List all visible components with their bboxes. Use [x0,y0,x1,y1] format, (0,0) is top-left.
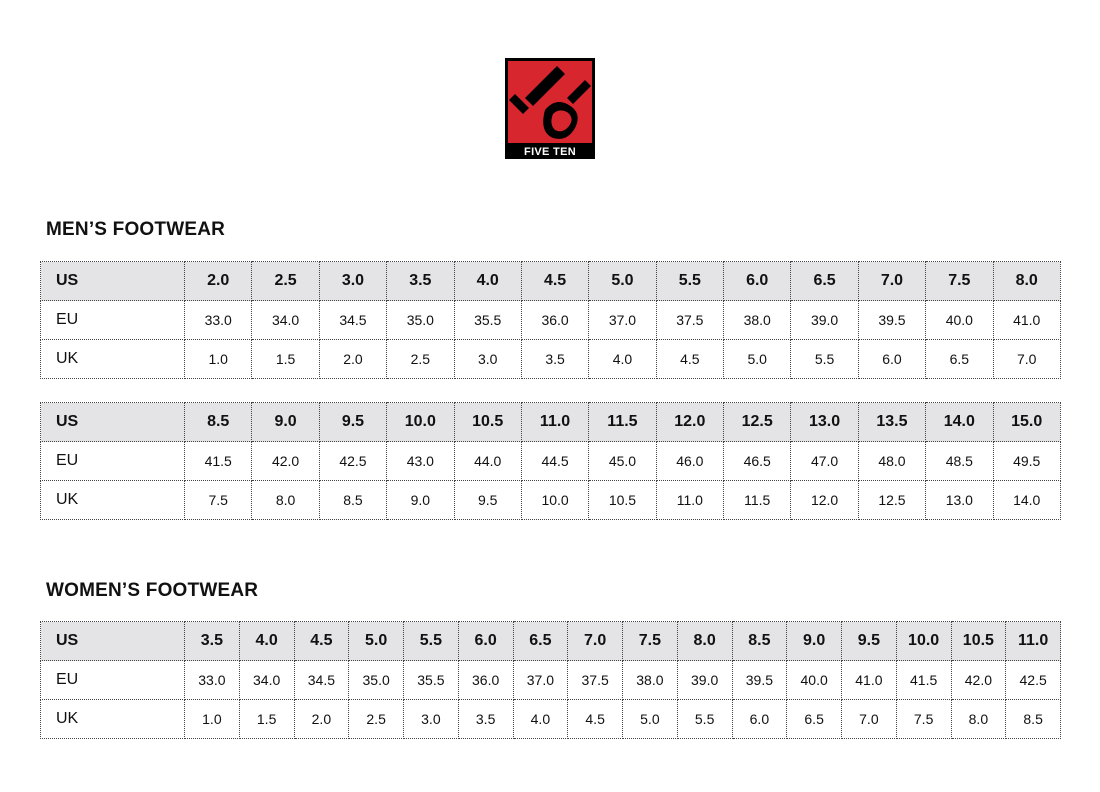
eu-size-cell: 40.0 [926,301,993,340]
logo-icon [505,58,595,159]
eu-size-cell: 35.0 [387,301,454,340]
us-size-cell: 8.5 [732,622,787,661]
us-size-cell: 5.0 [349,622,404,661]
eu-size-cell: 46.0 [656,442,723,481]
us-size-cell: 12.0 [656,403,723,442]
eu-row [41,661,1061,700]
eu-size-cell: 42.5 [1006,661,1061,700]
uk-size-cell: 6.0 [858,340,925,379]
uk-size-cell: 4.0 [589,340,656,379]
uk-size-cell: 8.5 [319,481,386,520]
us-size-cell: 11.0 [521,403,588,442]
uk-size-cell: 4.5 [568,700,623,739]
us-size-cell: 4.0 [239,622,294,661]
eu-row-label: EU [41,661,185,700]
uk-size-cell: 4.5 [656,340,723,379]
eu-row-label: EU [41,301,185,340]
uk-size-cell: 1.0 [185,340,252,379]
uk-size-cell: 2.0 [294,700,349,739]
five-ten-logo [505,58,595,159]
us-size-cell: 11.5 [589,403,656,442]
eu-size-cell: 39.5 [732,661,787,700]
uk-size-cell: 5.0 [623,700,678,739]
us-size-cell: 4.5 [521,262,588,301]
eu-size-cell: 41.5 [185,442,252,481]
uk-size-cell: 6.5 [787,700,842,739]
us-row [41,403,1061,442]
us-size-cell: 5.5 [656,262,723,301]
us-size-cell: 6.5 [513,622,568,661]
eu-size-cell: 38.0 [623,661,678,700]
uk-size-cell: 5.5 [791,340,858,379]
us-row-label: US [41,403,185,442]
us-size-cell: 7.5 [623,622,678,661]
us-row-label: US [41,262,185,301]
uk-size-cell: 10.0 [521,481,588,520]
us-size-cell: 5.0 [589,262,656,301]
eu-size-cell: 37.5 [568,661,623,700]
uk-size-cell: 6.5 [926,340,993,379]
us-size-cell: 4.5 [294,622,349,661]
us-size-cell: 7.5 [926,262,993,301]
eu-size-cell: 39.0 [791,301,858,340]
uk-row [41,340,1061,379]
eu-size-cell: 42.0 [252,442,319,481]
uk-size-cell: 11.5 [724,481,791,520]
uk-size-cell: 7.5 [896,700,951,739]
us-size-cell: 5.5 [404,622,459,661]
uk-size-cell: 1.0 [185,700,240,739]
uk-size-cell: 7.0 [842,700,897,739]
eu-size-cell: 35.5 [454,301,521,340]
us-size-cell: 10.5 [454,403,521,442]
us-size-cell: 7.0 [858,262,925,301]
uk-row [41,700,1061,739]
us-size-cell: 13.5 [858,403,925,442]
us-size-cell: 3.5 [387,262,454,301]
us-size-cell: 9.5 [319,403,386,442]
eu-size-cell: 39.5 [858,301,925,340]
womens-footwear-title: WOMEN’S FOOTWEAR [46,580,259,601]
us-size-cell: 12.5 [724,403,791,442]
uk-row [41,481,1061,520]
eu-size-cell: 35.0 [349,661,404,700]
uk-size-cell: 12.0 [791,481,858,520]
uk-size-cell: 8.5 [1006,700,1061,739]
us-size-cell: 6.0 [458,622,513,661]
us-size-cell: 10.5 [951,622,1006,661]
eu-size-cell: 42.5 [319,442,386,481]
uk-size-cell: 5.0 [724,340,791,379]
eu-size-cell: 34.0 [252,301,319,340]
us-size-cell: 10.0 [896,622,951,661]
eu-size-cell: 38.0 [724,301,791,340]
eu-size-cell: 49.5 [993,442,1060,481]
us-size-cell: 4.0 [454,262,521,301]
womens-size-table [40,621,1061,739]
uk-size-cell: 7.0 [993,340,1060,379]
eu-size-cell: 35.5 [404,661,459,700]
eu-row-label: EU [41,442,185,481]
us-size-cell: 10.0 [387,403,454,442]
uk-size-cell: 11.0 [656,481,723,520]
eu-size-cell: 39.0 [677,661,732,700]
eu-size-cell: 41.0 [842,661,897,700]
eu-size-cell: 43.0 [387,442,454,481]
eu-size-cell: 41.5 [896,661,951,700]
uk-size-cell: 5.5 [677,700,732,739]
eu-size-cell: 36.0 [521,301,588,340]
uk-row-label: UK [41,340,185,379]
eu-size-cell: 33.0 [185,661,240,700]
uk-size-cell: 9.0 [387,481,454,520]
mens-size-table-2 [40,402,1061,520]
uk-size-cell: 1.5 [239,700,294,739]
uk-size-cell: 7.5 [185,481,252,520]
us-size-cell: 8.0 [677,622,732,661]
us-size-cell: 6.0 [724,262,791,301]
eu-size-cell: 37.0 [513,661,568,700]
us-size-cell: 3.5 [185,622,240,661]
us-size-cell: 3.0 [319,262,386,301]
us-size-cell: 14.0 [926,403,993,442]
us-size-cell: 2.5 [252,262,319,301]
uk-row-label: UK [41,481,185,520]
eu-size-cell: 33.0 [185,301,252,340]
eu-size-cell: 44.5 [521,442,588,481]
uk-size-cell: 13.0 [926,481,993,520]
eu-size-cell: 34.5 [319,301,386,340]
us-size-cell: 2.0 [185,262,252,301]
us-row-label: US [41,622,185,661]
uk-size-cell: 3.0 [454,340,521,379]
uk-size-cell: 2.0 [319,340,386,379]
uk-size-cell: 8.0 [951,700,1006,739]
mens-size-table-1 [40,261,1061,379]
us-size-cell: 9.5 [842,622,897,661]
us-size-cell: 9.0 [787,622,842,661]
eu-size-cell: 34.5 [294,661,349,700]
us-size-cell: 6.5 [791,262,858,301]
us-size-cell: 15.0 [993,403,1060,442]
eu-row [41,442,1061,481]
uk-size-cell: 3.5 [521,340,588,379]
mens-footwear-title: MEN’S FOOTWEAR [46,219,226,240]
uk-size-cell: 3.0 [404,700,459,739]
eu-size-cell: 47.0 [791,442,858,481]
us-size-cell: 7.0 [568,622,623,661]
uk-size-cell: 2.5 [387,340,454,379]
eu-size-cell: 44.0 [454,442,521,481]
us-size-cell: 11.0 [1006,622,1061,661]
uk-size-cell: 6.0 [732,700,787,739]
uk-size-cell: 2.5 [349,700,404,739]
eu-size-cell: 48.0 [858,442,925,481]
us-row [41,622,1061,661]
uk-size-cell: 12.5 [858,481,925,520]
eu-size-cell: 36.0 [458,661,513,700]
uk-size-cell: 10.5 [589,481,656,520]
uk-size-cell: 14.0 [993,481,1060,520]
eu-size-cell: 40.0 [787,661,842,700]
eu-row [41,301,1061,340]
us-size-cell: 8.0 [993,262,1060,301]
eu-size-cell: 42.0 [951,661,1006,700]
us-size-cell: 13.0 [791,403,858,442]
uk-size-cell: 1.5 [252,340,319,379]
uk-size-cell: 4.0 [513,700,568,739]
eu-size-cell: 46.5 [724,442,791,481]
eu-size-cell: 37.0 [589,301,656,340]
logo-wordmark: FIVE TEN [524,146,576,158]
us-row [41,262,1061,301]
us-size-cell: 8.5 [185,403,252,442]
uk-size-cell: 8.0 [252,481,319,520]
eu-size-cell: 37.5 [656,301,723,340]
eu-size-cell: 45.0 [589,442,656,481]
uk-row-label: UK [41,700,185,739]
uk-size-cell: 3.5 [458,700,513,739]
eu-size-cell: 41.0 [993,301,1060,340]
eu-size-cell: 48.5 [926,442,993,481]
uk-size-cell: 9.5 [454,481,521,520]
eu-size-cell: 34.0 [239,661,294,700]
us-size-cell: 9.0 [252,403,319,442]
